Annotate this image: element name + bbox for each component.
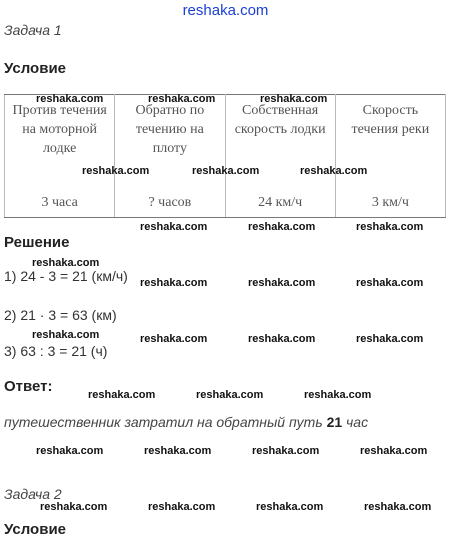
condition-heading-2: Условие — [4, 521, 67, 538]
answer-value: 21 — [326, 414, 343, 430]
condition-table — [4, 94, 446, 218]
watermark: reshaka.com — [196, 389, 264, 401]
table-header-cell: Скорость течения реки — [335, 95, 445, 190]
condition-heading: Условие — [4, 60, 67, 77]
watermark: reshaka.com — [304, 389, 372, 401]
table-value-cell: 24 км/ч — [225, 189, 335, 218]
watermark: reshaka.com — [356, 277, 424, 289]
task-1-title: Задача 1 — [4, 22, 62, 38]
table-header-cell: Обратно по течению на плоту — [115, 95, 225, 190]
watermark: reshaka.com — [248, 277, 316, 289]
table-value-cell: 3 км/ч — [335, 189, 445, 218]
solution-step-3: 3) 63 : 3 = 21 (ч) — [4, 343, 108, 359]
watermark: reshaka.com — [140, 221, 208, 233]
site-title[interactable]: reshaka.com — [182, 2, 269, 19]
watermark: reshaka.com — [360, 445, 428, 457]
watermark: reshaka.com — [252, 445, 320, 457]
table-value-cell: ? часов — [115, 189, 225, 218]
watermark: reshaka.com — [260, 93, 328, 105]
watermark: reshaka.com — [256, 501, 324, 513]
answer-text — [4, 414, 368, 430]
answer-suffix: час — [346, 414, 369, 430]
watermark: reshaka.com — [36, 93, 104, 105]
solution-step-2: 2) 21 · 3 = 63 (км) — [4, 307, 117, 323]
watermark: reshaka.com — [364, 501, 432, 513]
watermark: reshaka.com — [356, 221, 424, 233]
solution-heading: Решение — [4, 234, 70, 251]
watermark: reshaka.com — [82, 165, 150, 177]
watermark: reshaka.com — [300, 165, 368, 177]
watermark: reshaka.com — [36, 445, 104, 457]
watermark: reshaka.com — [88, 389, 156, 401]
watermark: reshaka.com — [140, 277, 208, 289]
answer-heading: Ответ: — [4, 378, 53, 395]
watermark: reshaka.com — [248, 333, 316, 345]
watermark: reshaka.com — [248, 221, 316, 233]
solution-step-1: 1) 24 - 3 = 21 (км/ч) — [4, 268, 128, 284]
watermark: reshaka.com — [140, 333, 208, 345]
watermark: reshaka.com — [356, 333, 424, 345]
watermark: reshaka.com — [192, 165, 260, 177]
watermark: reshaka.com — [40, 501, 108, 513]
watermark: reshaka.com — [32, 257, 100, 269]
answer-prefix: путешественник затратил на обратный путь — [4, 414, 323, 430]
watermark: reshaka.com — [144, 445, 212, 457]
table-value-row — [5, 189, 446, 218]
watermark: reshaka.com — [148, 93, 216, 105]
watermark: reshaka.com — [32, 329, 100, 341]
watermark: reshaka.com — [148, 501, 216, 513]
table-value-cell: 3 часа — [5, 189, 115, 218]
task-2-title: Задача 2 — [4, 486, 62, 502]
table-header-cell: Собственная скорость лодки — [225, 95, 335, 190]
table-header-cell: Против течения на моторной лодке — [5, 95, 115, 190]
